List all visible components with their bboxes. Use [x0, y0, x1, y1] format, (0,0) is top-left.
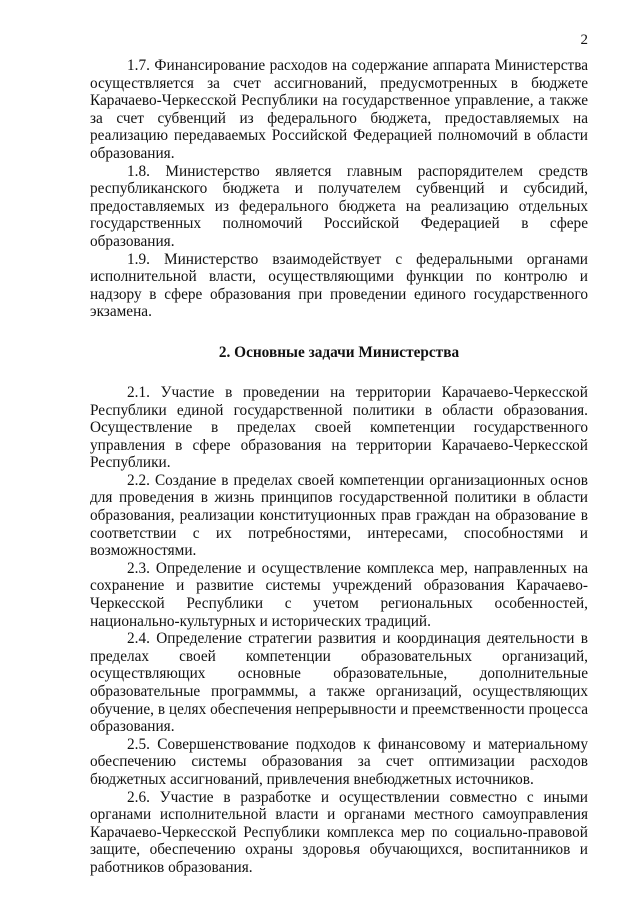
page-number: 2: [580, 32, 588, 48]
paragraph-1-9: 1.9. Министерство взаимодействует с федеральными органами исполнительной власти, осуществляющими функции по контролю и надзору в сфере образования при проведении единого государственного экзамена.: [90, 250, 588, 321]
paragraph-2-5: 2.5. Совершенствование подходов к финансовому и материальному обеспечению системы образования за счет оптимизации расходов бюджетных ассигнований, привлечения внебюджетных источников.: [90, 735, 588, 788]
paragraph-1-7: 1.7. Финансирование расходов на содержание аппарата Министерства осуществляется за счет ассигнований, предусмотренных в бюджете Карачаево-Черкесской Республики на государственное управление, а также за счет субвенций из федерального бюджета, предоставляемых на реализацию передаваемых Российской Федерацией полномочий в области образования.: [90, 57, 588, 162]
paragraph-2-6: 2.6. Участие в разработке и осуществлении совместно с иными органами исполнительной власти и органами местного самоуправления Карачаево-Черкесской Республики комплекса мер по социально-правовой защите, обеспечению охраны здоровья обучающихся, воспитанников и работников образования.: [90, 788, 588, 876]
paragraph-2-4: 2.4. Определение стратегии развития и координация деятельности в пределах своей компетенции образовательных организаций, осуществляющих основные образовательные, дополнительные образовательные программмы, а также организаций, осуществляющих обучение, в целях обеспечения непрерывности и преемственности процесса образования.: [90, 630, 588, 736]
paragraph-2-1: 2.1. Участие в проведении на территории Карачаево-Черкесской Республики единой государственной политики в области образования. Осуществление в пределах своей компетенции государственного управления в сфере образования на территории Карачаево-Черкесской Республики.: [90, 383, 588, 472]
paragraph-2-2: 2.2. Создание в пределах своей компетенции организационных основ для проведения в жизнь принципов государственной политики в области образования, реализации конституционных прав граждан на образование в соответствии с их потребностями, интересами, способностями и возможностями.: [90, 471, 588, 560]
paragraph-1-8: 1.8. Министерство является главным распорядителем средств республиканского бюджета и получателем субвенций и субсидий, предоставляемых из федерального бюджета на реализацию отдельных государственных полномочий Российской Федерацией в сфере образования.: [90, 162, 588, 250]
paragraph-2-3: 2.3. Определение и осуществление комплекса мер, направленных на сохранение и развитие системы учреждений образования Карачаево-Черкесской Республики с учетом региональных особенностей, национально-культурных и исторических традиций.: [90, 559, 588, 630]
document-page: [90, 0, 588, 905]
document-body: [90, 57, 588, 877]
section-heading: 2. Основные задачи Министерства: [218, 343, 460, 361]
